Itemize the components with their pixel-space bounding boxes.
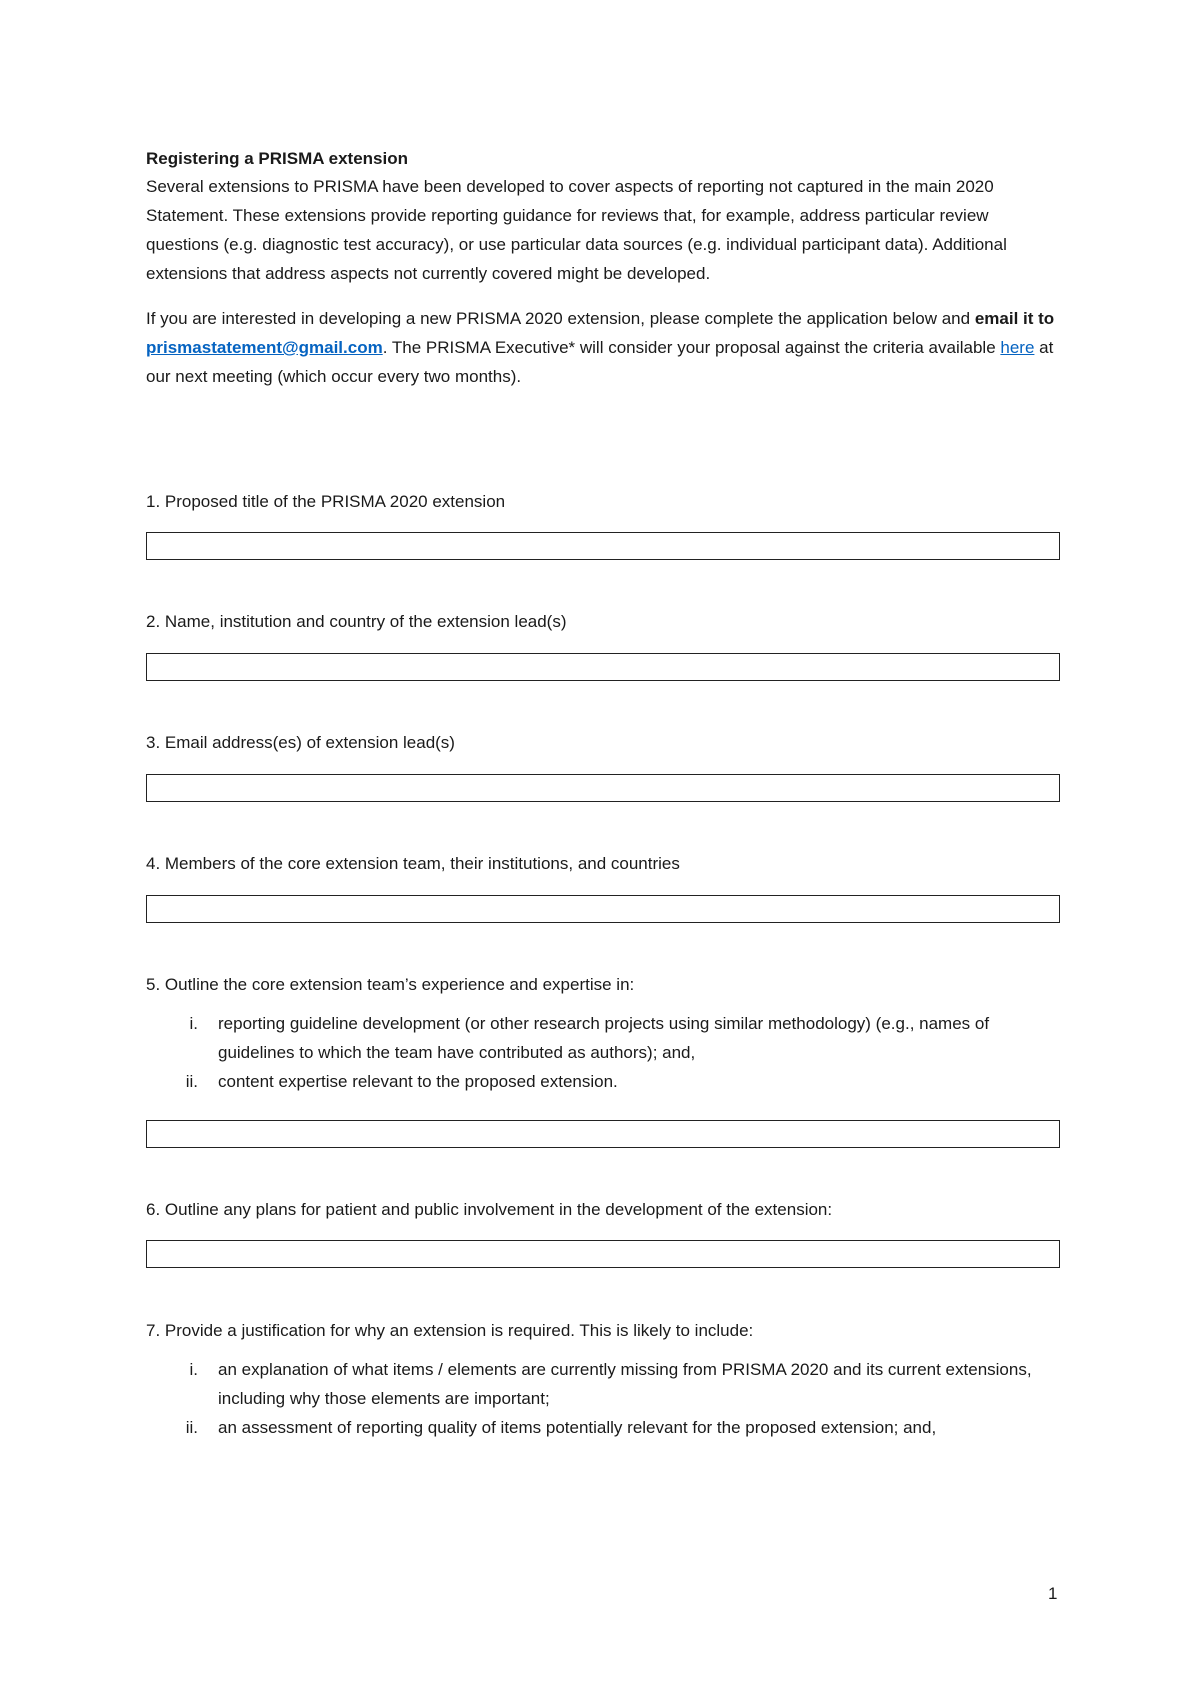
apply-bold-text: email it to bbox=[974, 309, 1055, 328]
email-link[interactable]: prismastatement@gmail.com bbox=[146, 338, 383, 357]
question-label: 5. Outline the core extension team’s experience and expertise in: bbox=[146, 975, 635, 994]
answer-box-3[interactable] bbox=[146, 774, 1060, 802]
list-item: ii. content expertise relevant to the proposed extension. bbox=[185, 1072, 618, 1091]
question-label: 4. Members of the core extension team, their institutions, and countries bbox=[146, 854, 680, 873]
question-4 bbox=[146, 849, 1062, 878]
question-6 bbox=[146, 1195, 1062, 1224]
list-item: i. an explanation of what items / elements are currently missing from PRISMA 2020 and its current extensions, including why those elements are important; bbox=[189, 1360, 1032, 1408]
answer-box-5[interactable] bbox=[146, 1120, 1060, 1148]
question-3 bbox=[146, 728, 1062, 757]
answer-box-1[interactable] bbox=[146, 532, 1060, 560]
question-label: 2. Name, institution and country of the extension lead(s) bbox=[146, 612, 567, 631]
question-7 bbox=[146, 1316, 1062, 1442]
page-title: Registering a PRISMA extension bbox=[146, 149, 408, 168]
intro-paragraph: Several extensions to PRISMA have been developed to cover aspects of reporting not captured in the main 2020 Statement. These extensions provide reporting guidance for reviews that, for example, address particular review questions (e.g. diagnostic test accuracy), or use particular data sources (e.g. individual participant data). Additional extensions that address aspects not currently covered might be developed. bbox=[146, 177, 1007, 283]
answer-box-2[interactable] bbox=[146, 653, 1060, 681]
list-item: ii. an assessment of reporting quality of items potentially relevant for the proposed extension; and, bbox=[185, 1418, 937, 1437]
question-5 bbox=[146, 970, 1062, 1096]
question-label: 6. Outline any plans for patient and public involvement in the development of the extension: bbox=[146, 1200, 833, 1219]
answer-box-4[interactable] bbox=[146, 895, 1060, 923]
apply-paragraph: If you are interested in developing a new PRISMA 2020 extension, please complete the application below and email it to prismastatement@gmail.com. The PRISMA Executive* will consider your proposal against the criteria available here at our next meeting (which occur every two months). bbox=[146, 309, 1055, 386]
question-7-list bbox=[146, 1355, 1062, 1442]
question-label: 1. Proposed title of the PRISMA 2020 extension bbox=[146, 492, 506, 511]
document-body bbox=[146, 146, 1062, 407]
question-5-list bbox=[146, 1009, 1062, 1096]
criteria-here-link[interactable]: here bbox=[1000, 338, 1035, 357]
question-label: 7. Provide a justification for why an extension is required. This is likely to include: bbox=[146, 1321, 754, 1340]
answer-box-6[interactable] bbox=[146, 1240, 1060, 1268]
page-number: 1 bbox=[1048, 1584, 1058, 1603]
question-label: 3. Email address(es) of extension lead(s) bbox=[146, 733, 455, 752]
question-2 bbox=[146, 607, 1062, 636]
question-1 bbox=[146, 487, 1062, 516]
list-item: i. reporting guideline development (or other research projects using similar methodology) (e.g., names of guidelines to which the team have contributed as authors); and, bbox=[189, 1014, 990, 1062]
